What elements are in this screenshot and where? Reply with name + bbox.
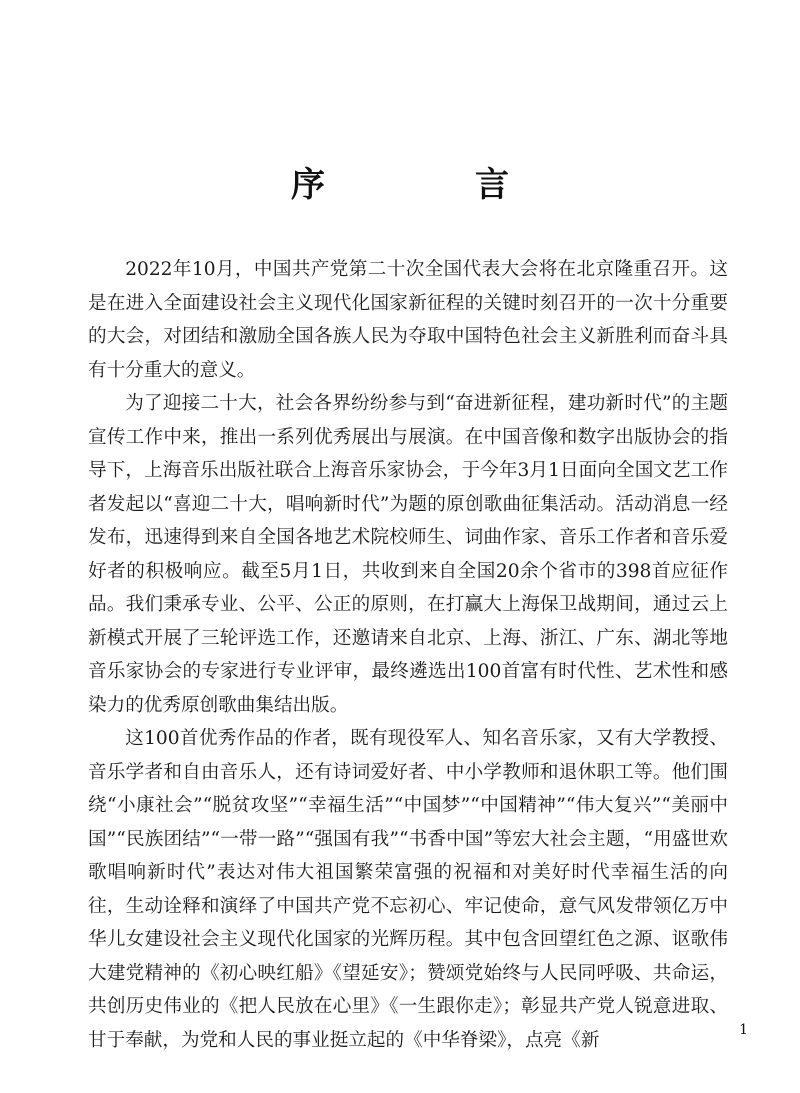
paragraph-2: 为了迎接二十大，社会各界纷纷参与到“奋进新征程，建功新时代”的主题宣传工作中来，推出一系列优秀展出与展演。在中国音像和数字出版协会的指导下，上海音乐出版社联合上海音乐家协会，于今年3月1日面向全国文艺工作者发起以“喜迎二十大，唱响新时代”为题的原创歌曲征集活动。活动消息一经发布，迅速得到来自全国各地艺术院校师生、词曲作家、音乐工作者和音乐爱好者的积极响应。截至5月1日，共收到来自全国20余个省市的398首应征作品。我们秉承专业、公平、公正的原则，在打赢大上海保卫战期间，通过云上新模式开展了三轮评选工作，还邀请来自北京、上海、浙江、广东、湖北等地音乐家协会的专家进行专业评审，最终遴选出100首富有时代性、艺术性和感染力的优秀原创歌曲集结出版。 xyxy=(88,393,728,716)
paragraph-3: 这100首优秀作品的作者，既有现役军人、知名音乐家，又有大学教授、音乐学者和自由音乐人，还有诗词爱好者、中小学教师和退休职工等。他们围绕“小康社会”“脱贫攻坚”“幸福生活”“中国梦”“中国精神”“伟大复兴”“美丽中国”“民族团结”“一带一路”“强国有我”“书香中国”等宏大社会主题，“用盛世欢歌唱响新时代”表达对伟大祖国繁荣富强的祝福和对美好时代幸福生活的向往，生动诠释和演绎了中国共产党不忘初心、牢记使命，意气风发带领亿万中华儿女建设社会主义现代化国家的光辉历程。其中包含回望红色之源、讴歌伟大建党精神的《初心映红船》《望延安》；赞颂党始终与人民同呼吸、共命运，共创历史伟业的《把人民放在心里》《一生跟你走》；彰显共产党人锐意进取、甘于奉献，为党和人民的事业挺立起的《中华脊梁》，点亮《新 xyxy=(88,728,728,1051)
page-number: 1 xyxy=(739,1022,748,1038)
paragraph-1: 2022年10月，中国共产党第二十次全国代表大会将在北京隆重召开。这是在进入全面建设社会主义现代化国家新征程的关键时刻召开的一次十分重要的大会，对团结和激励全国各族人民为夺取中国特色社会主义新胜利而奋斗具有十分重大的意义。 xyxy=(88,259,728,381)
page-title: 序 言 xyxy=(291,165,567,205)
body-text xyxy=(88,253,728,1057)
